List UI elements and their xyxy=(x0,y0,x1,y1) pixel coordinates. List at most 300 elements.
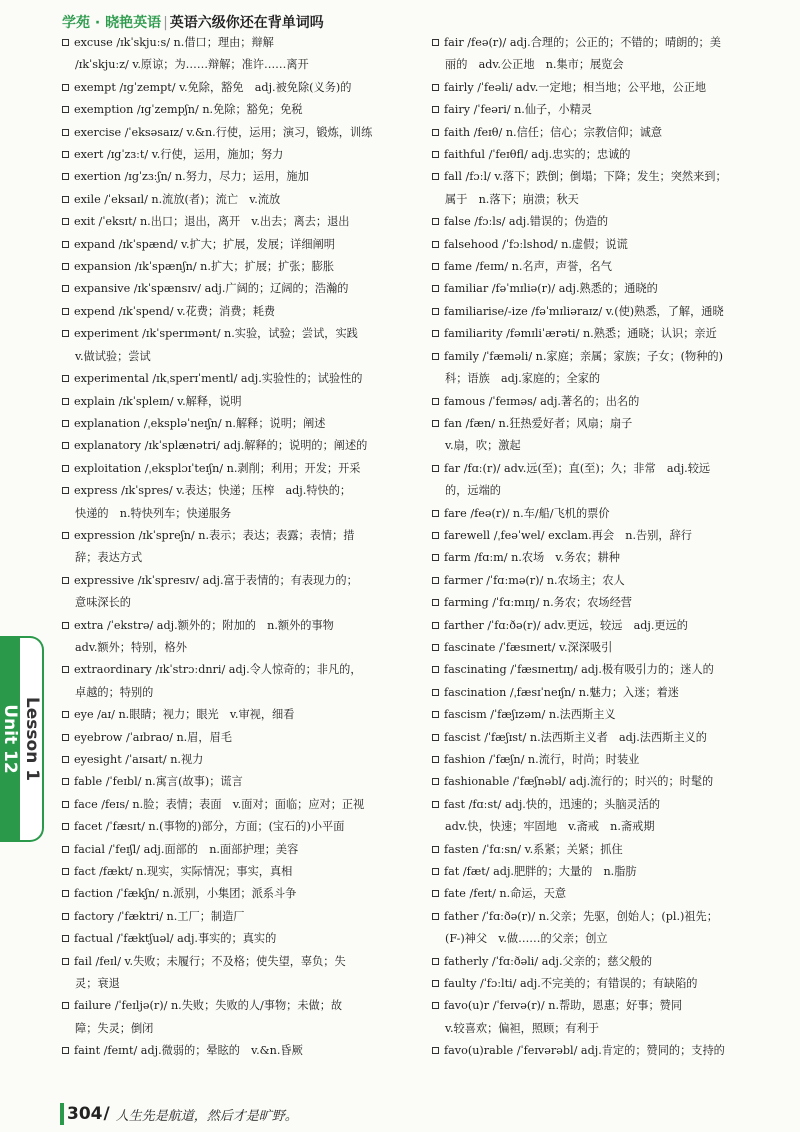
checkbox-icon[interactable] xyxy=(62,577,69,584)
checkbox-icon[interactable] xyxy=(62,532,69,539)
entry-continuation xyxy=(432,189,762,211)
checkbox-icon[interactable] xyxy=(432,353,439,360)
entry-headline xyxy=(432,749,762,771)
entry-headline xyxy=(432,547,762,569)
vocab-entry xyxy=(62,323,397,368)
vocab-entry xyxy=(62,570,397,615)
checkbox-icon[interactable] xyxy=(432,129,439,136)
entry-headline xyxy=(62,771,397,793)
vocab-entry xyxy=(62,749,397,771)
entry-headline xyxy=(62,99,397,121)
vocab-entry xyxy=(62,166,397,188)
checkbox-icon[interactable] xyxy=(432,868,439,875)
entry-headline xyxy=(62,368,397,390)
vocab-entry xyxy=(432,659,762,681)
entry-text: adv.快，快速；牢固地 v.斋戒 n.斋戒期 xyxy=(445,820,655,834)
checkbox-icon[interactable] xyxy=(62,756,69,763)
entry-headline xyxy=(62,951,397,973)
entry-headline xyxy=(62,189,397,211)
page-footer xyxy=(60,1102,298,1126)
entry-text: expansion /ɪkˈspænʃn/ n.扩大；扩展；扩张；膨胀 xyxy=(74,260,335,274)
entry-headline xyxy=(62,166,397,188)
entry-text: 灵；衰退 xyxy=(75,977,120,991)
checkbox-icon[interactable] xyxy=(432,599,439,606)
entry-headline xyxy=(62,391,397,413)
vocab-entry xyxy=(432,1040,762,1062)
vocab-entry xyxy=(62,435,397,457)
vocab-entry xyxy=(62,368,397,390)
entry-headline xyxy=(62,659,397,681)
checkbox-icon[interactable] xyxy=(432,913,439,920)
entry-headline xyxy=(62,480,397,502)
footer-motto: 人生先是航道，然后才是旷野。 xyxy=(115,1108,298,1124)
entry-text: facial /ˈfeɪʃl/ adj.面部的 n.面部护理；美容 xyxy=(74,842,299,856)
unit-lesson-tab xyxy=(0,636,44,842)
checkbox-icon[interactable] xyxy=(62,734,69,741)
entry-headline xyxy=(62,77,397,99)
entry-headline xyxy=(62,525,397,547)
entry-continuation xyxy=(432,54,762,76)
checkbox-icon[interactable] xyxy=(432,1047,439,1054)
entry-text: 的，远端的 xyxy=(445,484,501,498)
entry-headline xyxy=(62,122,397,144)
checkbox-icon[interactable] xyxy=(432,39,439,46)
entry-text: eye /aɪ/ n.眼睛；视力；眼光 v.审视，细看 xyxy=(74,708,295,722)
entry-text: fast /fɑːst/ adj.快的，迅速的；头脑灵活的 xyxy=(444,797,661,811)
checkbox-icon[interactable] xyxy=(432,644,439,651)
entry-text: famous /ˈfeɪməs/ adj.著名的；出名的 xyxy=(444,394,640,408)
vocab-entry xyxy=(62,839,397,861)
entry-headline xyxy=(62,256,397,278)
entry-headline xyxy=(432,525,762,547)
entry-headline xyxy=(432,122,762,144)
entry-continuation xyxy=(62,973,397,995)
entry-continuation xyxy=(432,368,762,390)
vocab-entry xyxy=(432,234,762,256)
entry-continuation xyxy=(62,346,397,368)
vocab-entry xyxy=(432,323,762,345)
entry-headline xyxy=(62,861,397,883)
vocab-entry xyxy=(62,615,397,660)
entry-text: expand /ɪkˈspænd/ v.扩大；扩展，发展；详细阐明 xyxy=(74,237,335,251)
checkbox-icon[interactable] xyxy=(62,913,69,920)
entry-headline xyxy=(62,413,397,435)
vocab-entry xyxy=(432,704,762,726)
book-title: 英语六级你还在背单词吗 xyxy=(169,15,324,31)
entry-text: fascist /ˈfæʃɪst/ n.法西斯主义者 adj.法西斯主义的 xyxy=(444,730,707,744)
entry-headline xyxy=(62,301,397,323)
vocab-entry xyxy=(62,525,397,570)
entry-text: fashionable /ˈfæʃnəbl/ adj.流行的；时兴的；时髦的 xyxy=(444,775,714,789)
vocab-entry xyxy=(62,301,397,323)
entry-continuation xyxy=(432,816,762,838)
checkbox-icon[interactable] xyxy=(432,510,439,517)
entry-continuation xyxy=(432,435,762,457)
entry-headline xyxy=(432,99,762,121)
entry-text: expressive /ɪkˈspresɪv/ adj.富于表情的；有表现力的； xyxy=(74,573,358,587)
checkbox-icon[interactable] xyxy=(432,465,439,472)
entry-text: farmer /ˈfɑːmə(r)/ n.农场主；农人 xyxy=(444,573,625,587)
vocab-entry xyxy=(432,278,762,300)
checkbox-icon[interactable] xyxy=(432,801,439,808)
checkbox-icon[interactable] xyxy=(432,577,439,584)
footer-accent-bar xyxy=(60,1103,64,1125)
checkbox-icon[interactable] xyxy=(62,622,69,629)
checkbox-icon[interactable] xyxy=(432,980,439,987)
checkbox-icon[interactable] xyxy=(62,487,69,494)
checkbox-icon[interactable] xyxy=(62,39,69,46)
vocab-entry xyxy=(62,234,397,256)
entry-headline xyxy=(432,301,762,323)
entry-text: familiarise/-ize /fəˈmɪliəraɪz/ v.(使)熟悉，了解，通晓 xyxy=(444,304,724,318)
entry-headline xyxy=(62,906,397,928)
unit-label: Unit 12 xyxy=(0,704,20,774)
vocab-entry xyxy=(432,906,762,951)
entry-text: v.扇，吹；激起 xyxy=(445,439,521,453)
entry-text: fan /fæn/ n.狂热爱好者；风扇；扇子 xyxy=(444,416,633,430)
vocab-entry xyxy=(432,413,762,458)
vocab-entry xyxy=(432,458,762,503)
entry-continuation xyxy=(432,480,762,502)
entry-text: falsehood /ˈfɔːlshʊd/ n.虚假；说谎 xyxy=(444,237,628,251)
entry-text: fatherly /ˈfɑːðəli/ adj.父亲的；慈父般的 xyxy=(444,954,653,968)
entry-headline xyxy=(62,211,397,233)
entry-headline xyxy=(432,234,762,256)
entry-text: fairly /ˈfeəli/ adv.一定地；相当地；公平地，公正地 xyxy=(444,80,707,94)
vocab-entry xyxy=(432,144,762,166)
vocab-entry xyxy=(432,547,762,569)
vocab-entry xyxy=(432,391,762,413)
entry-headline xyxy=(432,592,762,614)
entry-headline xyxy=(62,234,397,256)
entry-text: fascination /ˌfæsɪˈneɪʃn/ n.魅力；入迷；着迷 xyxy=(444,685,679,699)
entry-continuation xyxy=(62,682,397,704)
entry-text: faulty /ˈfɔːlti/ adj.不完美的；有错误的；有缺陷的 xyxy=(444,977,698,991)
checkbox-icon[interactable] xyxy=(432,263,439,270)
entry-headline xyxy=(432,32,762,54)
vocab-entry xyxy=(62,413,397,435)
checkbox-icon[interactable] xyxy=(432,1002,439,1009)
entry-text: v.做试验；尝试 xyxy=(75,349,151,363)
checkbox-icon[interactable] xyxy=(62,129,69,136)
vocab-entry xyxy=(432,883,762,905)
entry-continuation xyxy=(62,503,397,525)
checkbox-icon[interactable] xyxy=(62,308,69,315)
entry-text: fail /feɪl/ v.失败；未履行；不及格；使失望，辜负；失 xyxy=(74,954,346,968)
entry-text: v.较喜欢；偏袒，照顾；有利于 xyxy=(445,1021,599,1035)
checkbox-icon[interactable] xyxy=(62,442,69,449)
vocab-entry xyxy=(432,122,762,144)
entry-continuation xyxy=(62,1018,397,1040)
entry-text: experimental /ɪkˌsperɪˈmentl/ adj.实验性的；试验性的 xyxy=(74,372,363,386)
checkbox-icon[interactable] xyxy=(62,801,69,808)
word-list-right-column xyxy=(432,32,762,1063)
vocab-entry xyxy=(432,301,762,323)
vocab-entry xyxy=(62,659,397,704)
entry-text: fable /ˈfeɪbl/ n.寓言(故事)；谎言 xyxy=(74,775,243,789)
vocab-entry xyxy=(62,727,397,749)
checkbox-icon[interactable] xyxy=(62,241,69,248)
checkbox-icon[interactable] xyxy=(432,890,439,897)
vocab-entry xyxy=(62,32,397,77)
checkbox-icon[interactable] xyxy=(62,173,69,180)
vocab-entry xyxy=(432,346,762,391)
entry-text: fascism /ˈfæʃɪzəm/ n.法西斯主义 xyxy=(444,708,616,722)
vocab-entry xyxy=(432,839,762,861)
entry-text: explanatory /ɪkˈsplænətri/ adj.解释的；说明的；阐述的 xyxy=(74,439,368,453)
checkbox-icon[interactable] xyxy=(62,285,69,292)
vocab-entry xyxy=(62,99,397,121)
entry-text: eyebrow /ˈaɪbraʊ/ n.眉，眉毛 xyxy=(74,730,232,744)
entry-headline xyxy=(432,1040,762,1062)
vocab-entry xyxy=(432,727,762,749)
entry-text: failure /ˈfeɪljə(r)/ n.失败；失败的人/事物；未做；故 xyxy=(74,999,343,1013)
entry-headline xyxy=(432,570,762,592)
entry-text: factory /ˈfæktri/ n.工厂；制造厂 xyxy=(74,909,245,923)
entry-headline xyxy=(432,727,762,749)
checkbox-icon[interactable] xyxy=(432,622,439,629)
entry-headline xyxy=(432,637,762,659)
checkbox-icon[interactable] xyxy=(62,196,69,203)
entry-text: fairy /ˈfeəri/ n.仙子，小精灵 xyxy=(444,103,592,117)
checkbox-icon[interactable] xyxy=(62,868,69,875)
entry-text: /ɪkˈskjuːz/ v.原谅；为……辩解；准许……离开 xyxy=(75,58,309,72)
vocab-entry xyxy=(62,995,397,1040)
entry-headline xyxy=(432,906,762,928)
checkbox-icon[interactable] xyxy=(432,218,439,225)
checkbox-icon[interactable] xyxy=(62,711,69,718)
entry-headline xyxy=(62,435,397,457)
entry-headline xyxy=(432,973,762,995)
entry-text: family /ˈfæməli/ n.家庭；亲属；家族；子女；(物种的) xyxy=(444,349,723,363)
entry-text: fat /fæt/ adj.肥胖的；大量的 n.脂肪 xyxy=(444,865,637,879)
checkbox-icon[interactable] xyxy=(432,689,439,696)
vocab-entry xyxy=(432,861,762,883)
entry-headline xyxy=(62,749,397,771)
vocab-entry xyxy=(432,32,762,77)
vocab-entry xyxy=(62,211,397,233)
entry-headline xyxy=(432,771,762,793)
entry-text: familiar /fəˈmɪliə(r)/ adj.熟悉的；通晓的 xyxy=(444,282,658,296)
vocab-entry xyxy=(62,928,397,950)
vocab-entry xyxy=(62,278,397,300)
checkbox-icon[interactable] xyxy=(62,106,69,113)
vocab-entry xyxy=(62,861,397,883)
entry-text: 障；失灵；倒闭 xyxy=(75,1021,154,1035)
vocab-entry xyxy=(62,77,397,99)
entry-text: exert /ɪgˈzɜːt/ v.行使，运用，施加；努力 xyxy=(74,148,284,162)
entry-headline xyxy=(432,951,762,973)
checkbox-icon[interactable] xyxy=(62,958,69,965)
entry-text: far /fɑː(r)/ adv.远(至)；直(至)；久；非常 adj.较远 xyxy=(444,461,711,475)
checkbox-icon[interactable] xyxy=(62,420,69,427)
checkbox-icon[interactable] xyxy=(62,465,69,472)
entry-text: explanation /ˌekspləˈneɪʃn/ n.解释；说明；阐述 xyxy=(74,416,326,430)
entry-text: experiment /ɪkˈsperɪmənt/ n.实验，试验；尝试，实践 xyxy=(74,327,358,341)
entry-headline xyxy=(432,615,762,637)
entry-headline xyxy=(432,794,762,816)
entry-text: farming /ˈfɑːmɪŋ/ n.务农；农场经营 xyxy=(444,596,632,610)
entry-text: farther /ˈfɑːðə(r)/ adv.更远，较远 adj.更远的 xyxy=(444,618,688,632)
entry-text: extra /ˈekstrə/ adj.额外的；附加的 n.额外的事物 xyxy=(74,618,334,632)
entry-headline xyxy=(62,1040,397,1062)
entry-text: false /fɔːls/ adj.错误的；伪造的 xyxy=(444,215,609,229)
entry-text: extraordinary /ɪkˈstrɔːdnri/ adj.令人惊奇的；非凡的， xyxy=(74,663,362,677)
entry-text: expend /ɪkˈspend/ v.花费；消费；耗费 xyxy=(74,304,276,318)
checkbox-icon[interactable] xyxy=(432,666,439,673)
entry-text: 快递的 n.特快列车；快递服务 xyxy=(75,506,232,520)
entry-text: exemption /ɪgˈzempʃn/ n.免除；豁免；免税 xyxy=(74,103,303,117)
entry-text: fact /fækt/ n.现实，实际情况；事实，真相 xyxy=(74,865,293,879)
entry-continuation xyxy=(432,928,762,950)
entry-headline xyxy=(432,839,762,861)
entry-text: express /ɪkˈspres/ v.表达；快递；压榨 adj.特快的； xyxy=(74,484,352,498)
vocab-entry xyxy=(62,144,397,166)
entry-text: faint /feɪnt/ adj.微弱的；晕眩的 v.&n.昏厥 xyxy=(74,1044,303,1058)
checkbox-icon[interactable] xyxy=(432,173,439,180)
vocab-entry xyxy=(62,391,397,413)
checkbox-icon[interactable] xyxy=(432,778,439,785)
entry-text: face /feɪs/ n.脸；表情；表面 v.面对；面临；应对；正视 xyxy=(74,797,365,811)
vocab-entry xyxy=(432,771,762,793)
entry-headline xyxy=(432,77,762,99)
entry-continuation xyxy=(62,637,397,659)
entry-text: 丽的 adv.公正地 n.集市；展览会 xyxy=(445,58,624,72)
vocab-entry xyxy=(62,794,397,816)
entry-headline xyxy=(432,256,762,278)
checkbox-icon[interactable] xyxy=(432,398,439,405)
entry-text: adv.额外；特别，格外 xyxy=(75,640,187,654)
vocab-entry xyxy=(62,189,397,211)
checkbox-icon[interactable] xyxy=(432,330,439,337)
checkbox-icon[interactable] xyxy=(432,84,439,91)
checkbox-icon[interactable] xyxy=(62,778,69,785)
entry-headline xyxy=(432,995,762,1017)
checkbox-icon[interactable] xyxy=(62,890,69,897)
vocab-entry xyxy=(62,122,397,144)
entry-headline xyxy=(432,883,762,905)
entry-text: familiarity /fəmɪliˈærəti/ n.熟悉；通晓；认识；亲近 xyxy=(444,327,717,341)
checkbox-icon[interactable] xyxy=(62,84,69,91)
vocab-entry xyxy=(432,525,762,547)
entry-headline xyxy=(432,682,762,704)
entry-headline xyxy=(432,278,762,300)
lesson-label-band xyxy=(20,638,44,840)
entry-headline xyxy=(62,794,397,816)
entry-headline xyxy=(62,570,397,592)
vocab-entry xyxy=(62,906,397,928)
vocab-entry xyxy=(432,951,762,973)
entry-headline xyxy=(62,615,397,637)
checkbox-icon[interactable] xyxy=(62,398,69,405)
vocab-entry xyxy=(62,1040,397,1062)
entry-text: faction /ˈfækʃn/ n.派别，小集团；派系斗争 xyxy=(74,887,297,901)
checkbox-icon[interactable] xyxy=(432,308,439,315)
checkbox-icon[interactable] xyxy=(432,532,439,539)
unit-label-band xyxy=(0,638,20,840)
vocab-entry xyxy=(62,256,397,278)
vocab-entry xyxy=(432,503,762,525)
entry-headline xyxy=(432,861,762,883)
checkbox-icon[interactable] xyxy=(432,241,439,248)
entry-continuation xyxy=(432,1018,762,1040)
entry-text: expression /ɪkˈspreʃn/ n.表示；表达；表露；表情；措 xyxy=(74,528,355,542)
checkbox-icon[interactable] xyxy=(62,935,69,942)
entry-text: (F-)神父 v.做……的父亲；创立 xyxy=(445,932,608,946)
checkbox-icon[interactable] xyxy=(432,151,439,158)
entry-headline xyxy=(432,166,762,188)
vocab-entry xyxy=(62,883,397,905)
checkbox-icon[interactable] xyxy=(432,554,439,561)
checkbox-icon[interactable] xyxy=(62,218,69,225)
checkbox-icon[interactable] xyxy=(432,106,439,113)
vocab-entry xyxy=(432,256,762,278)
checkbox-icon[interactable] xyxy=(62,1002,69,1009)
word-list-left-column xyxy=(62,32,397,1063)
entry-headline xyxy=(432,144,762,166)
checkbox-icon[interactable] xyxy=(432,846,439,853)
entry-text: fascinating /ˈfæsɪneɪtɪŋ/ adj.极有吸引力的；迷人的 xyxy=(444,663,714,677)
vocab-entry xyxy=(432,682,762,704)
entry-text: farewell /ˌfeəˈwel/ exclam.再会 n.告别，辞行 xyxy=(444,528,692,542)
entry-headline xyxy=(432,659,762,681)
checkbox-icon[interactable] xyxy=(62,151,69,158)
checkbox-icon[interactable] xyxy=(432,756,439,763)
vocab-entry xyxy=(432,973,762,995)
checkbox-icon[interactable] xyxy=(432,958,439,965)
checkbox-icon[interactable] xyxy=(432,734,439,741)
checkbox-icon[interactable] xyxy=(62,1047,69,1054)
vocab-entry xyxy=(432,211,762,233)
checkbox-icon[interactable] xyxy=(432,285,439,292)
checkbox-icon[interactable] xyxy=(62,330,69,337)
checkbox-icon[interactable] xyxy=(62,823,69,830)
entry-continuation xyxy=(62,54,397,76)
checkbox-icon[interactable] xyxy=(62,666,69,673)
header-divider: | xyxy=(163,15,168,31)
checkbox-icon[interactable] xyxy=(432,711,439,718)
vocab-entry xyxy=(62,458,397,480)
entry-headline xyxy=(432,211,762,233)
entry-headline xyxy=(62,32,397,54)
entry-headline xyxy=(432,503,762,525)
checkbox-icon[interactable] xyxy=(62,846,69,853)
entry-text: exertion /ɪgˈzɜːʃn/ n.努力，尽力；运用，施加 xyxy=(74,170,309,184)
entry-text: faithful /ˈfeɪθfl/ adj.忠实的；忠诚的 xyxy=(444,148,631,162)
entry-headline xyxy=(432,458,762,480)
entry-text: exempt /ɪgˈzempt/ v.免除，豁免 adj.被免除(义务)的 xyxy=(74,80,352,94)
entry-text: factual /ˈfæktʃuəl/ adj.事实的；真实的 xyxy=(74,932,277,946)
entry-headline xyxy=(62,704,397,726)
entry-headline xyxy=(62,883,397,905)
entry-text: exit /ˈeksɪt/ n.出口；退出，离开 v.出去；离去；退出 xyxy=(74,215,350,229)
vocab-entry xyxy=(62,480,397,525)
entry-continuation xyxy=(62,547,397,569)
vocab-entry xyxy=(432,99,762,121)
entry-text: fasten /ˈfɑːsn/ v.系紧；关紧；抓住 xyxy=(444,842,623,856)
checkbox-icon[interactable] xyxy=(62,263,69,270)
checkbox-icon[interactable] xyxy=(62,375,69,382)
entry-text: fascinate /ˈfæsɪneɪt/ v.深深吸引 xyxy=(444,640,613,654)
vocab-entry xyxy=(62,704,397,726)
vocab-entry xyxy=(432,592,762,614)
entry-text: exploitation /ˌeksplɔɪˈteɪʃn/ n.剥削；利用；开发；开采 xyxy=(74,461,361,475)
entry-text: fare /feə(r)/ n.车/船/飞机的票价 xyxy=(444,506,610,520)
entry-headline xyxy=(432,346,762,368)
vocab-entry xyxy=(62,951,397,996)
checkbox-icon[interactable] xyxy=(432,420,439,427)
entry-text: fall /fɔːl/ v.落下；跌倒；倒塌；下降；发生；突然来到； xyxy=(444,170,727,184)
